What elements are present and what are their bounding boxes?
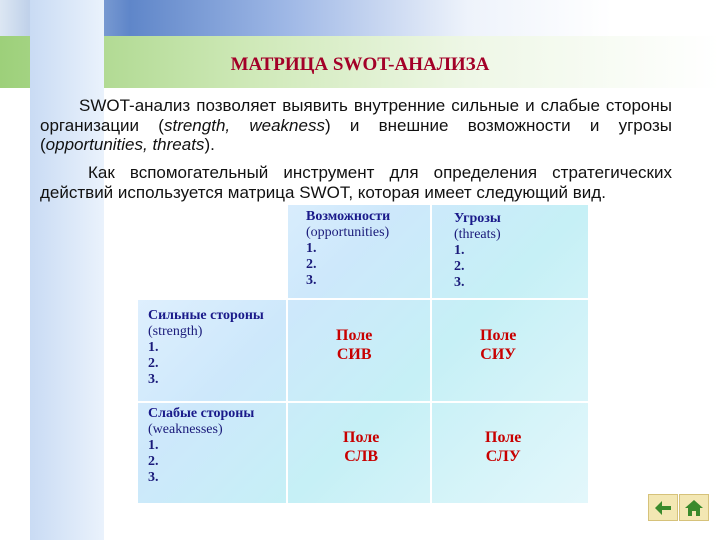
strengths-item: 2. [148,356,159,371]
field-siv [336,326,372,364]
weaknesses-item: 2. [148,454,159,469]
strengths-cell [148,308,264,388]
intro-italic-2: opportunities, threats [45,135,205,154]
strengths-sub: (strength) [148,324,203,339]
opportunities-title: Возможности [306,209,391,224]
weaknesses-title: Слабые стороны [148,406,255,421]
matrix-empty-corner [138,205,288,300]
opportunities-item: 1. [306,241,317,256]
field-slv-code: СЛВ [344,448,379,465]
threats-item: 2. [454,259,465,274]
threats-item: 1. [454,243,465,258]
slide-title: МАТРИЦА SWOT-АНАЛИЗА [230,54,490,75]
strengths-item: 1. [148,340,159,355]
field-slv [343,428,379,466]
threats-title: Угрозы [454,211,501,226]
threats-item: 3. [454,275,465,290]
weaknesses-item: 3. [148,470,159,485]
field-slv-word: Поле [343,429,380,446]
opportunities-item: 3. [306,273,317,288]
strengths-item: 3. [148,372,159,387]
intro-paragraph [40,96,672,155]
home-icon [684,499,704,517]
weaknesses-item: 1. [148,438,159,453]
field-slu [485,428,521,466]
second-paragraph: Как вспомогательный инструмент для определения стратегических действий используется матрица SWOT, которая имеет следующий вид. [40,163,672,202]
back-arrow-icon [653,500,673,516]
strengths-title: Сильные стороны [148,308,264,323]
threats-cell [454,211,501,291]
back-button[interactable] [648,494,678,521]
top-decor-band [0,0,720,36]
field-slu-code: СЛУ [485,448,521,465]
intro-text-3: ). [204,135,215,154]
intro-text-2: ) и внешние возможности и угрозы ( [40,115,673,154]
field-siu-word: Поле [480,327,517,344]
field-siv-word: Поле [336,327,373,344]
intro-text-1: SWOT-анализ позволяет выявить внутренние сильные и слабые стороны организации ( [40,96,672,135]
weaknesses-sub: (weaknesses) [148,422,223,437]
opportunities-item: 2. [306,257,317,272]
field-siu-code: СИУ [480,346,517,363]
field-siu [480,326,516,364]
threats-sub: (threats) [454,227,501,242]
opportunities-sub: (opportunities) [306,225,390,240]
opportunities-cell [306,209,390,289]
matrix-hline-2 [138,401,588,403]
weaknesses-cell [148,406,254,486]
field-slu-word: Поле [485,429,522,446]
field-siv-code: СИВ [336,346,372,363]
left-decor-bar [30,0,104,540]
home-button[interactable] [679,494,709,521]
intro-italic-1: strength, weakness [163,115,325,135]
matrix-vline-2 [430,205,432,503]
